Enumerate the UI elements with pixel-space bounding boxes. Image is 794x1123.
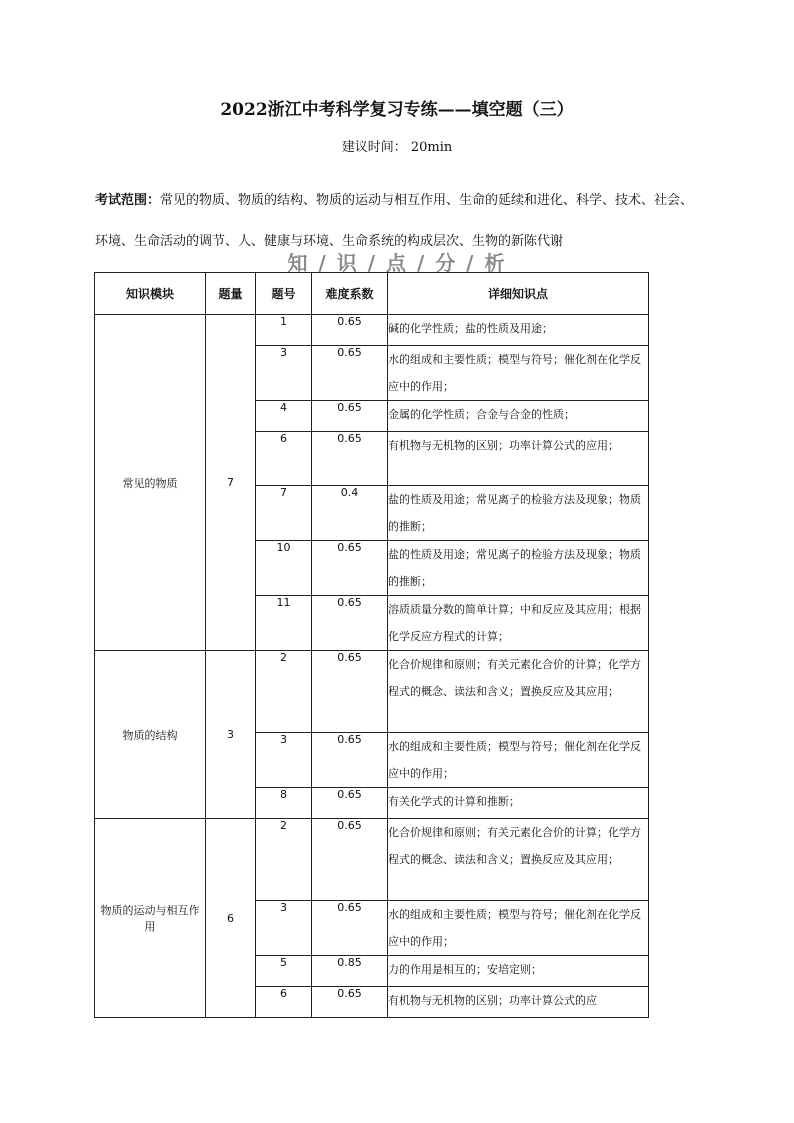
header-difficulty: 难度系数 [312, 273, 388, 315]
number-cell: 4 [256, 401, 312, 432]
number-cell: 8 [256, 788, 312, 819]
detail-cell: 碱的化学性质；盐的性质及用途； [388, 315, 649, 346]
count-cell: 3 [206, 651, 256, 819]
detail-cell: 金属的化学性质；合金与合金的性质； [388, 401, 649, 432]
number-cell: 11 [256, 596, 312, 651]
number-cell: 2 [256, 651, 312, 733]
header-count: 题量 [206, 273, 256, 315]
number-cell: 6 [256, 432, 312, 486]
difficulty-cell: 0.65 [312, 987, 388, 1018]
exam-scope-label: 考试范围： [95, 193, 161, 208]
detail-cell: 有关化学式的计算和推断； [388, 788, 649, 819]
table-header-row [95, 273, 649, 315]
difficulty-cell: 0.65 [312, 346, 388, 401]
detail-cell: 盐的性质及用途；常见离子的检验方法及现象；物质的推断； [388, 541, 649, 596]
detail-cell: 盐的性质及用途；常见离子的检验方法及现象；物质的推断； [388, 486, 649, 541]
knowledge-table [94, 272, 649, 1018]
number-cell: 3 [256, 901, 312, 956]
difficulty-cell: 0.65 [312, 788, 388, 819]
difficulty-cell: 0.65 [312, 401, 388, 432]
exam-scope-text: 常见的物质、物质的结构、物质的运动与相互作用、生命的延续和进化、科学、技术、社会、环境、生命活动的调节、人、健康与环境、生命系统的构成层次、生物的新陈代谢 [95, 193, 694, 249]
number-cell: 3 [256, 346, 312, 401]
number-cell: 3 [256, 733, 312, 788]
detail-cell: 有机物与无机物的区别；功率计算公式的应 [388, 987, 649, 1018]
table-row [95, 651, 649, 733]
count-cell: 7 [206, 315, 256, 651]
number-cell: 5 [256, 956, 312, 987]
header-detail: 详细知识点 [388, 273, 649, 315]
module-cell: 常见的物质 [95, 315, 206, 651]
difficulty-cell: 0.65 [312, 901, 388, 956]
detail-cell: 化合价规律和原则；有关元素化合价的计算；化学方程式的概念、读法和含义；置换反应及其应用； [388, 651, 649, 733]
page-title: 2022浙江中考科学复习专练——填空题（三） [220, 100, 574, 120]
count-cell: 6 [206, 819, 256, 1018]
detail-cell: 水的组成和主要性质；模型与符号；催化剂在化学反应中的作用； [388, 733, 649, 788]
header-number: 题号 [256, 273, 312, 315]
module-cell: 物质的运动与相互作用 [95, 819, 206, 1018]
detail-cell: 水的组成和主要性质；模型与符号；催化剂在化学反应中的作用； [388, 901, 649, 956]
table-row [95, 315, 649, 346]
number-cell: 2 [256, 819, 312, 901]
suggested-time: 建议时间： 20min [341, 140, 453, 155]
number-cell: 7 [256, 486, 312, 541]
header-module: 知识模块 [95, 273, 206, 315]
number-cell: 1 [256, 315, 312, 346]
number-cell: 6 [256, 987, 312, 1018]
difficulty-cell: 0.65 [312, 733, 388, 788]
difficulty-cell: 0.65 [312, 315, 388, 346]
difficulty-cell: 0.65 [312, 541, 388, 596]
detail-cell: 化合价规律和原则；有关元素化合价的计算；化学方程式的概念、读法和含义；置换反应及其应用； [388, 819, 649, 901]
section-heading: 知 / 识 / 点 / 分 / 析 [287, 251, 507, 275]
difficulty-cell: 0.65 [312, 819, 388, 901]
detail-cell: 水的组成和主要性质；模型与符号；催化剂在化学反应中的作用； [388, 346, 649, 401]
detail-cell: 有机物与无机物的区别；功率计算公式的应用； [388, 432, 649, 486]
difficulty-cell: 0.65 [312, 596, 388, 651]
difficulty-cell: 0.4 [312, 486, 388, 541]
number-cell: 10 [256, 541, 312, 596]
detail-cell: 力的作用是相互的；安培定则； [388, 956, 649, 987]
difficulty-cell: 0.85 [312, 956, 388, 987]
detail-cell: 溶质质量分数的简单计算；中和反应及其应用；根据化学反应方程式的计算； [388, 596, 649, 651]
difficulty-cell: 0.65 [312, 432, 388, 486]
difficulty-cell: 0.65 [312, 651, 388, 733]
table-row [95, 819, 649, 901]
module-cell: 物质的结构 [95, 651, 206, 819]
